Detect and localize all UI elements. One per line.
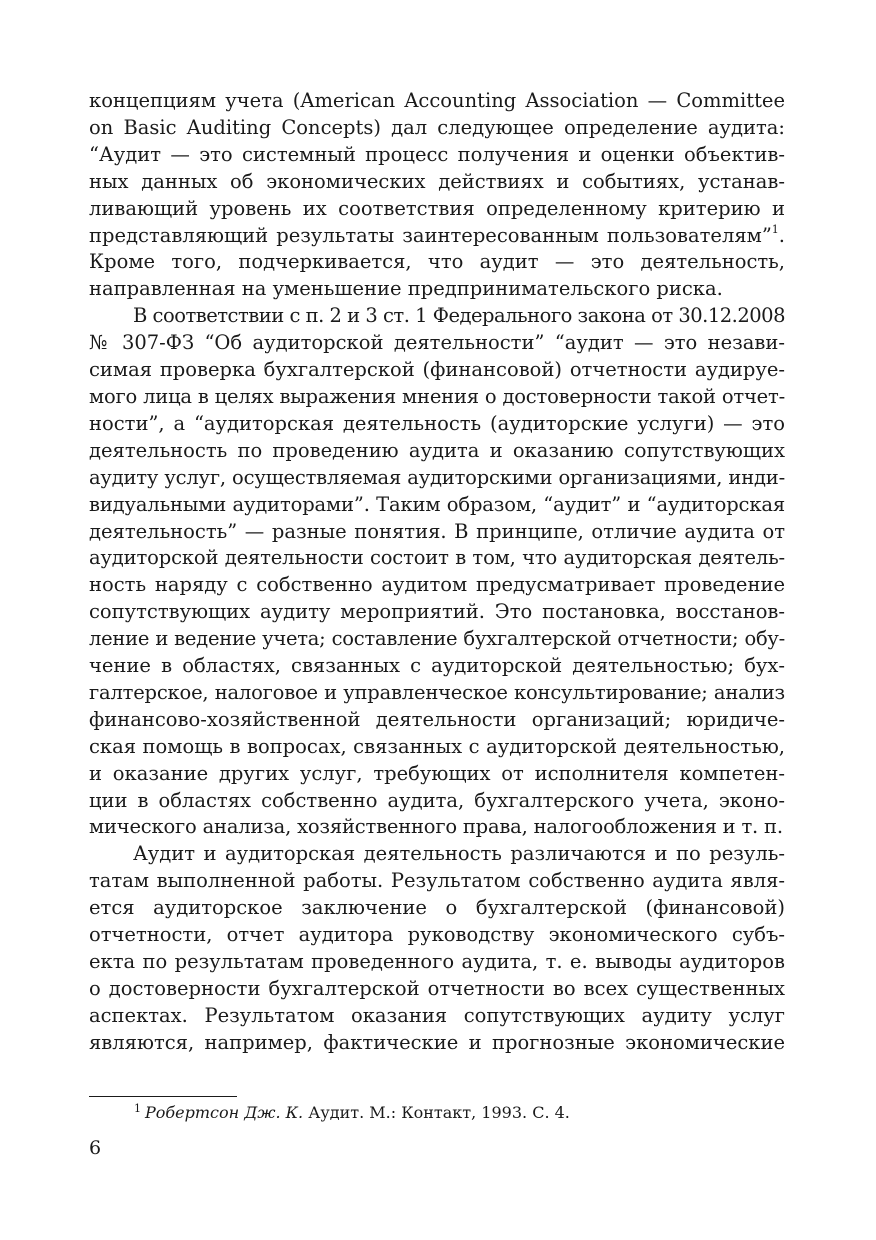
text-line: мического анализа, хозяйственного права, налогообложения и т. п. [89, 815, 783, 839]
text-line: симая проверка бухгалтерской (финансовой) отчетности аудируе- [89, 358, 785, 382]
text-line: ции в областях собственно аудита, бухгалтерского учета, эконо- [89, 788, 785, 812]
footnote [134, 1102, 570, 1124]
text-line: чение в областях, связанных с аудиторской деятельностью; бух- [89, 654, 785, 678]
text-line: мого лица в целях выражения мнения о достоверности такой отчет- [89, 384, 785, 408]
text-line: ется аудиторское заключение о бухгалтерской (финансовой) [89, 896, 785, 920]
text-line: и оказание других услуг, требующих от исполнителя компетен- [89, 761, 785, 785]
text-line: татам выполненной работы. Результатом собственно аудита явля- [89, 869, 785, 893]
text-line: аудиту услуг, осуществляемая аудиторскими организациями, инди- [89, 465, 785, 489]
text-line: ности”, а “аудиторская деятельность (аудиторские услуги) — это [89, 411, 785, 435]
text-line: ливающий уровень их соответствия определенному критерию и [89, 196, 785, 220]
page-number: 6 [89, 1137, 102, 1159]
text-line: галтерское, налоговое и управленческое консультирование; анализ [89, 680, 785, 704]
footnote-text: Аудит. М.: Контакт, 1993. С. 4. [303, 1103, 570, 1122]
text-line: финансово-хозяйственной деятельности организаций; юридиче- [89, 707, 785, 731]
text-line: деятельность по проведению аудита и оказанию сопутствующих [89, 438, 785, 462]
text-line: аспектах. Результатом оказания сопутствующих аудиту услуг [89, 1003, 785, 1027]
text-line: являются, например, фактические и прогнозные экономические [89, 1030, 785, 1054]
text-line: ных данных об экономических действиях и событиях, устанав- [89, 169, 785, 193]
text-line: видуальными аудиторами”. Таким образом, “аудит” и “аудиторская [89, 492, 785, 516]
footnote-number: 1 [134, 1101, 141, 1115]
paragraph-1 [89, 88, 785, 303]
page-body [89, 88, 785, 1057]
text-line: Аудит и аудиторская деятельность различаются и по резуль- [133, 842, 785, 866]
text-line: направленная на уменьшение предпринимательского риска. [89, 277, 723, 301]
paragraph-3 [89, 841, 785, 1056]
text-line: Кроме того, подчеркивается, что аудит — это деятельность, [89, 250, 785, 274]
text-line: В соответствии с п. 2 и 3 ст. 1 Федерального закона от 30.12.2008 [133, 304, 785, 328]
text-line: деятельность” — разные понятия. В принципе, отличие аудита от [89, 519, 785, 543]
text-line: отчетности, отчет аудитора руководству экономического субъ- [89, 923, 785, 947]
text-line: сопутствующих аудиту мероприятий. Это постановка, восстанов- [89, 600, 785, 624]
text-line: ская помощь в вопросах, связанных с аудиторской деятельностью, [89, 734, 785, 758]
paragraph-2 [89, 303, 785, 841]
text-line-segment: представляющий результаты заинтересованным пользователям” [89, 223, 772, 247]
text-line: on Basic Auditing Concepts) дал следующее определение аудита: [89, 115, 785, 139]
text-line: “Аудит — это системный процесс получения и оценки объектив- [89, 142, 785, 166]
text-line-with-footnote-ref [89, 223, 785, 250]
text-line: ление и ведение учета; составление бухгалтерской отчетности; обу- [89, 627, 785, 651]
text-line: ность наряду с собственно аудитом предусматривает проведение [89, 573, 785, 597]
footnote-author: Робертсон Дж. К. [145, 1103, 304, 1122]
text-line-punct: . [778, 223, 785, 247]
text-line: № 307-ФЗ “Об аудиторской деятельности” “аудит — это незави- [89, 331, 785, 355]
footnote-divider [89, 1096, 237, 1097]
text-line: аудиторской деятельности состоит в том, что аудиторская деятель- [89, 546, 785, 570]
text-line: екта по результатам проведенного аудита, т. е. выводы аудиторов [89, 950, 785, 973]
text-line: о достоверности бухгалтерской отчетности во всех существенных [89, 976, 785, 1000]
text-line: концепциям учета (American Accounting Association — Committee [89, 89, 785, 112]
footnote-ref: 1 [771, 223, 779, 237]
